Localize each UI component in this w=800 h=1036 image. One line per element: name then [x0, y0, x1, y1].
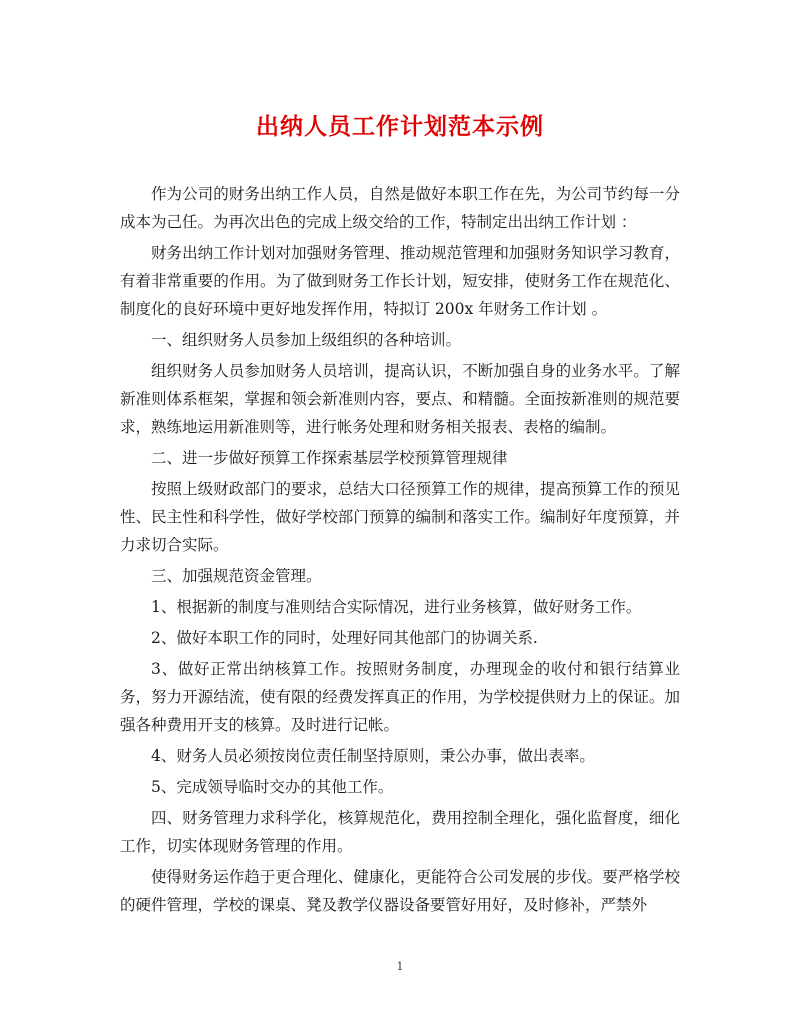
section-heading-3: 三、加强规范资金管理。 — [151, 567, 322, 585]
section-heading-4: 四、财务管理力求科学化，核算规范化，费用控制全理化，强化监督度，细化工作，切实体现财务管理的作用。 — [120, 809, 680, 855]
paragraph-training: 组织财务人员参加财务人员培训，提高认识，不断加强自身的业务水平。了解新准则体系框架，掌握和领会新准则内容，要点、和精髓。全面按新准则的规范要求，熟练地运用新准则等，进行帐务处理和财务相关报表、表格的编制。 — [120, 362, 680, 436]
paragraph-management: 使得财务运作趋于更合理化、健康化，更能符合公司发展的步伐。要严格学校的硬件管理，学校的课桌、凳及教学仪器设备要管好用好，及时修补，严禁外 — [120, 868, 680, 914]
page-number: 1 — [396, 960, 404, 973]
document-body — [120, 180, 680, 919]
paragraph-purpose: 财务出纳工作计划对加强财务管理、推动规范管理和加强财务知识学习教育，有着非常重要的作用。为了做到财务工作长计划，短安排，使财务工作在规范化、制度化的良好环境中更好地发挥作用，特拟订 200x 年财务工作计划 。 — [120, 244, 680, 318]
paragraph-intro: 作为公司的财务出纳工作人员，自然是做好本职工作在先，为公司节约每一分成本为己任。为再次出色的完成上级交给的工作，特制定出出纳工作计划 ： — [120, 185, 680, 231]
list-item-1: 1、根据新的制度与准则结合实际情况，进行业务核算，做好财务工作。 — [151, 598, 642, 616]
document-title: 出纳人员工作计划范本示例 — [256, 113, 544, 140]
list-item-3: 3、做好正常出纳核算工作。按照财务制度，办理现金的收付和银行结算业务，努力开源结流，使有限的经费发挥真正的作用，为学校提供财力上的保证。加强各种费用开支的核算。及时进行记帐。 — [120, 660, 680, 734]
list-item-2: 2、做好本职工作的同时，处理好同其他部门的协调关系. — [151, 629, 538, 647]
list-item-5: 5、完成领导临时交办的其他工作。 — [151, 778, 394, 796]
paragraph-budget: 按照上级财政部门的要求，总结大口径预算工作的规律，提高预算工作的预见性、民主性和科学性，做好学校部门预算的编制和落实工作。编制好年度预算，并力求切合实际。 — [120, 480, 680, 554]
section-heading-2: 二、进一步做好预算工作探索基层学校预算管理规律 — [151, 449, 508, 467]
list-item-4: 4、财务人员必须按岗位责任制坚持原则，秉公办事，做出表率。 — [151, 747, 595, 765]
section-heading-1: 一、组织财务人员参加上级组织的各种培训。 — [151, 331, 462, 349]
